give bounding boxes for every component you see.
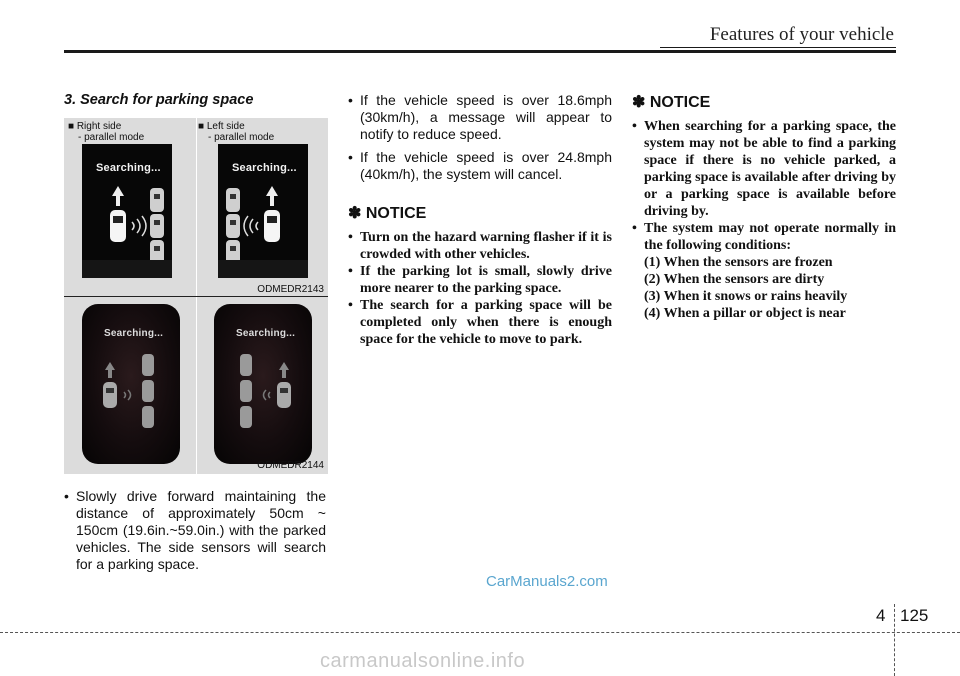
right-side-label — [68, 121, 144, 143]
left-side-scene-icon — [218, 144, 308, 278]
notice-text: When searching for a parking space, the system may not be able to find a parking space if there is no vehicle parked, a parking space is available after driving by or a parking space is available before driving by. — [644, 119, 896, 219]
right-side-label-line2: - parallel mode — [78, 132, 145, 143]
cluster-searching-text: Searching... — [236, 328, 296, 339]
right-side-cluster-display — [82, 304, 180, 464]
bullet-mark: • — [348, 230, 353, 245]
right-side-label-line1: Right side — [76, 121, 122, 132]
bullet-mark: • — [348, 264, 353, 279]
bullet-text: Slowly drive forward maintaining the distance of approximately 50cm ~ 150cm (19.6in.~59.0in.) with the parked vehicles. The side sensors will search for a parking space. — [76, 488, 326, 572]
condition-item: (2) When the sensors are dirty — [644, 272, 825, 287]
square-bullet-icon: ■ — [68, 121, 75, 132]
parking-search-figure — [64, 118, 328, 474]
notice-text: Turn on the hazard warning flasher if it is crowded with other vehicles. — [360, 230, 612, 262]
bullet-mark: • — [64, 488, 69, 504]
figure-divider — [64, 296, 328, 297]
list-item — [632, 118, 896, 220]
cluster-scene-icon — [82, 304, 180, 464]
chapter-number: 4 — [876, 606, 886, 625]
watermark-link[interactable]: CarManuals2.com — [486, 573, 608, 590]
screen-searching-text: Searching... — [232, 162, 297, 174]
condition-item: (4) When a pillar or object is near — [644, 306, 846, 321]
bullet-mark: • — [348, 298, 353, 313]
header-rule-thin — [660, 47, 896, 48]
left-side-label-line1: Left side — [206, 121, 245, 132]
list-item — [348, 297, 612, 348]
left-column — [64, 488, 326, 573]
screen-searching-text: Searching... — [96, 162, 161, 174]
left-side-cluster-display — [214, 304, 312, 464]
bottom-watermark: carmanualsonline.info — [320, 650, 526, 672]
list-item — [348, 263, 612, 297]
cluster-scene-icon — [214, 304, 312, 464]
right-side-scene-icon — [82, 144, 172, 278]
footer-dashed-rule — [0, 632, 960, 633]
condition-item: (3) When it snows or rains heavily — [644, 289, 848, 304]
notice-text: If the parking lot is small, slowly drive more nearer to the parking space. — [360, 264, 612, 296]
list-item — [348, 149, 612, 183]
notice-heading — [348, 203, 612, 223]
header-rule — [64, 50, 896, 53]
notice-star-icon: ✽ — [348, 205, 362, 222]
right-column — [632, 92, 896, 322]
left-side-display — [218, 144, 308, 278]
left-side-label — [198, 121, 274, 143]
bullet-mark: • — [632, 221, 637, 236]
notice-title: NOTICE — [649, 94, 711, 111]
condition-item: (1) When the sensors are frozen — [644, 255, 833, 270]
notice-heading — [632, 92, 896, 112]
figure-code-top: ODMEDR2143 — [257, 284, 324, 295]
square-bullet-icon: ■ — [198, 121, 205, 132]
display-bottom-bar — [218, 260, 308, 278]
bullet-mark: • — [348, 92, 353, 108]
figure-code-bottom: ODMEDR2144 — [257, 460, 324, 471]
right-side-display — [82, 144, 172, 278]
display-bottom-bar — [82, 260, 172, 278]
list-item — [348, 92, 612, 143]
section-title: 3. Search for parking space — [64, 92, 254, 108]
notice-star-icon: ✽ — [632, 94, 646, 111]
list-item — [348, 229, 612, 263]
notice-title: NOTICE — [365, 205, 427, 222]
list-item — [632, 220, 896, 254]
bullet-mark: • — [348, 149, 353, 165]
list-item — [64, 488, 326, 573]
bullet-text: If the vehicle speed is over 18.6mph (30km/h), a message will appear to notify to reduce speed. — [360, 92, 612, 142]
notice-text: The search for a parking space will be completed only when there is enough space for the vehicle to move to park. — [360, 298, 612, 347]
bullet-mark: • — [632, 119, 637, 134]
page-number-separator — [894, 604, 896, 676]
middle-column — [348, 92, 612, 348]
left-side-label-line2: - parallel mode — [208, 132, 275, 143]
page-number: 125 — [900, 606, 929, 625]
bullet-text: If the vehicle speed is over 24.8mph (40km/h), the system will cancel. — [360, 149, 612, 182]
notice-text: The system may not operate normally in the following conditions: — [644, 221, 896, 253]
cluster-searching-text: Searching... — [104, 328, 164, 339]
header-title: Features of your vehicle — [709, 24, 894, 45]
